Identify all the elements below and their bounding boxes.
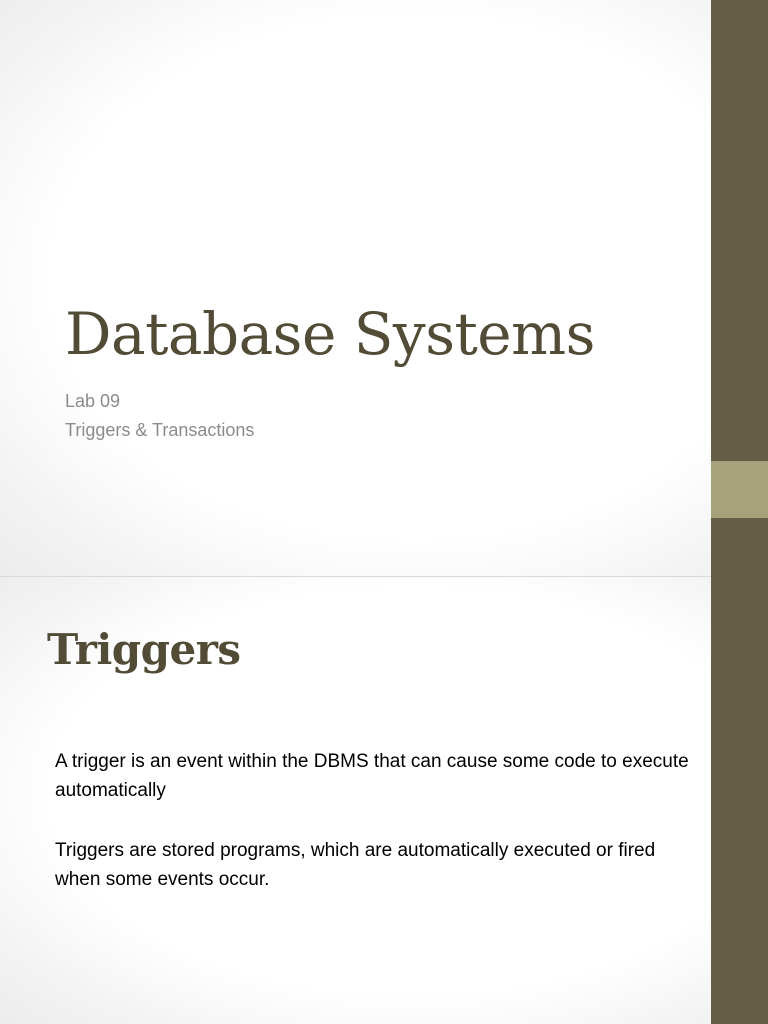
side-accent-block	[711, 461, 768, 518]
slide-title: Database Systems	[65, 300, 595, 368]
lab-topic: Triggers & Transactions	[65, 420, 255, 440]
content-slide	[0, 577, 711, 1024]
definition-paragraph: A trigger is an event within the DBMS that can cause some code to execute automatically	[55, 751, 689, 801]
description-paragraph: Triggers are stored programs, which are automatically executed or fired when some events occur.	[55, 840, 656, 890]
section-title: Triggers	[47, 625, 241, 674]
lab-number: Lab 09	[65, 391, 121, 411]
